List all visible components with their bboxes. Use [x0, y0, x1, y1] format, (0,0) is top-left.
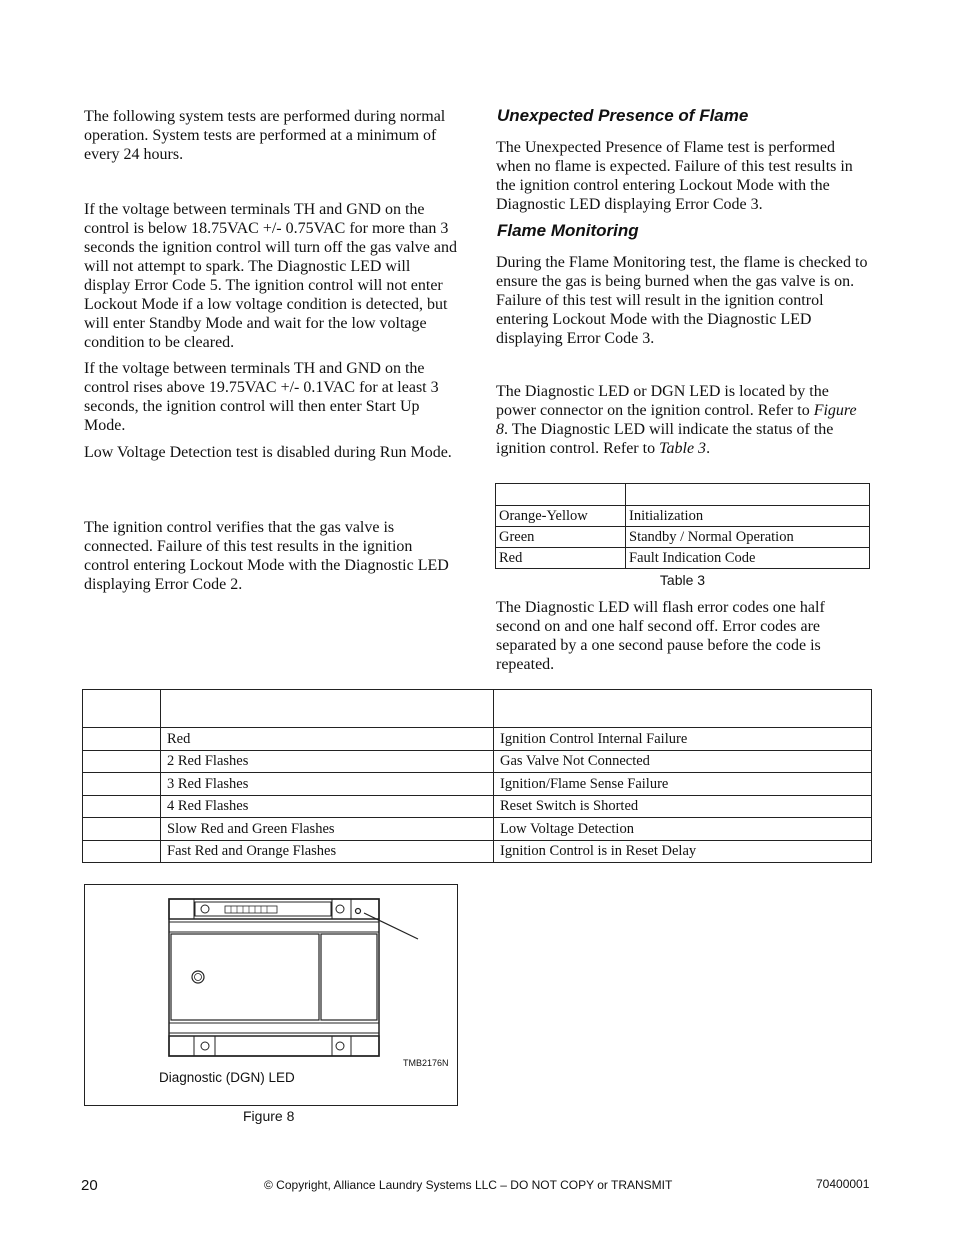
table-header-row	[496, 484, 870, 506]
table-cell	[83, 818, 161, 841]
table-cell: Orange-Yellow	[496, 506, 626, 527]
table-cell: Ignition Control is in Reset Delay	[494, 840, 872, 863]
table-cell: Reset Switch is Shorted	[494, 795, 872, 818]
document-number: 70400001	[816, 1177, 870, 1191]
heading-flame-monitoring: Flame Monitoring	[497, 221, 639, 240]
table-row	[83, 840, 872, 863]
table-row	[83, 818, 872, 841]
table-cell	[83, 840, 161, 863]
table-row	[83, 795, 872, 818]
table-cell	[83, 750, 161, 773]
table-reference: Table 3	[659, 440, 707, 457]
run-mode-paragraph: Low Voltage Detection test is disabled during Run Mode.	[84, 444, 452, 461]
table-cell: Red	[161, 728, 494, 751]
table-header-cell	[626, 484, 870, 506]
table-cell: 4 Red Flashes	[161, 795, 494, 818]
dgn-led-paragraph	[496, 382, 870, 458]
voltage-rise-paragraph: If the voltage between terminals TH and GND on the control rises above 19.75VAC +/- 0.1VAC for at least 3 seconds, the ignition control will then enter Start Up Mode.	[84, 360, 439, 434]
table-cell: Standby / Normal Operation	[626, 527, 870, 548]
led-status-table	[495, 483, 870, 569]
table-header-cell	[496, 484, 626, 506]
figure-reference: Figure 8	[496, 402, 857, 438]
dgn-led-label: Diagnostic (DGN) LED	[159, 1070, 295, 1085]
figure8-caption: Figure 8	[243, 1108, 295, 1124]
intro-paragraph: The following system tests are performed during normal operation. System tests are performed at a minimum of every 24 hours.	[84, 108, 446, 163]
table-cell: Low Voltage Detection	[494, 818, 872, 841]
table-cell: 2 Red Flashes	[161, 750, 494, 773]
table-row	[496, 506, 870, 527]
table-cell: Initialization	[626, 506, 870, 527]
table-cell: Fast Red and Orange Flashes	[161, 840, 494, 863]
table-header-cell	[494, 690, 872, 728]
figure-code: TMB2176N	[403, 1058, 449, 1068]
table-cell: Fault Indication Code	[626, 548, 870, 569]
flame-monitoring-paragraph: During the Flame Monitoring test, the flame is checked to ensure the gas is being burned when the gas valve is on. Failure of this test will result in the ignition control entering Lockout Mode with the Diagnostic LED displaying Error Code 3.	[496, 254, 868, 347]
dgn-led-text-a: The Diagnostic LED or DGN LED is located by the power connector on the ignition control. Refer to	[496, 383, 829, 419]
table-cell: Slow Red and Green Flashes	[161, 818, 494, 841]
table-row	[83, 750, 872, 773]
error-code-table	[82, 689, 872, 863]
table-cell: Ignition/Flame Sense Failure	[494, 773, 872, 796]
table-cell	[83, 728, 161, 751]
unexpected-flame-paragraph: The Unexpected Presence of Flame test is performed when no flame is expected. Failure of this test results in the ignition control entering Lockout Mode with the Diagnostic LED displaying Error Code 3.	[496, 139, 853, 213]
table3-caption: Table 3	[659, 572, 706, 588]
error-code-paragraph: The Diagnostic LED will flash error codes one half second on and one half second off. Error codes are separated by a one second pause before the code is repeated.	[496, 599, 825, 673]
heading-unexpected-flame: Unexpected Presence of Flame	[497, 106, 749, 125]
dgn-led-text-b: . The Diagnostic LED will indicate the status of the ignition control. Refer to	[496, 421, 834, 457]
gas-valve-paragraph: The ignition control verifies that the gas valve is connected. Failure of this test results in the ignition control entering Lockout Mode with the Diagnostic LED displaying Error Code 2.	[84, 519, 449, 593]
table-cell: Red	[496, 548, 626, 569]
table-row	[496, 548, 870, 569]
table-row	[83, 773, 872, 796]
table-cell: 3 Red Flashes	[161, 773, 494, 796]
table-header-cell	[83, 690, 161, 728]
table-header-row	[83, 690, 872, 728]
dgn-led-text-c: .	[706, 440, 711, 457]
low-voltage-paragraph: If the voltage between terminals TH and GND on the control is below 18.75VAC +/- 0.75VAC for more than 3 seconds the ignition control will turn off the gas valve and will not attempt to spark. The Diagnostic LED will display Error Code 5. The ignition control will not enter Lockout Mode if a low voltage condition is detected, but will enter Standby Mode and wait for the low voltage condition to be cleared.	[84, 201, 457, 351]
page-number: 20	[81, 1177, 98, 1194]
table-row	[496, 527, 870, 548]
table-cell	[83, 795, 161, 818]
table-cell: Green	[496, 527, 626, 548]
table-cell	[83, 773, 161, 796]
figure8-frame	[84, 884, 458, 1106]
table-cell: Ignition Control Internal Failure	[494, 728, 872, 751]
table-header-cell	[161, 690, 494, 728]
copyright-notice: © Copyright, Alliance Laundry Systems LLC – DO NOT COPY or TRANSMIT	[264, 1178, 673, 1192]
table-cell: Gas Valve Not Connected	[494, 750, 872, 773]
table-row	[83, 728, 872, 751]
